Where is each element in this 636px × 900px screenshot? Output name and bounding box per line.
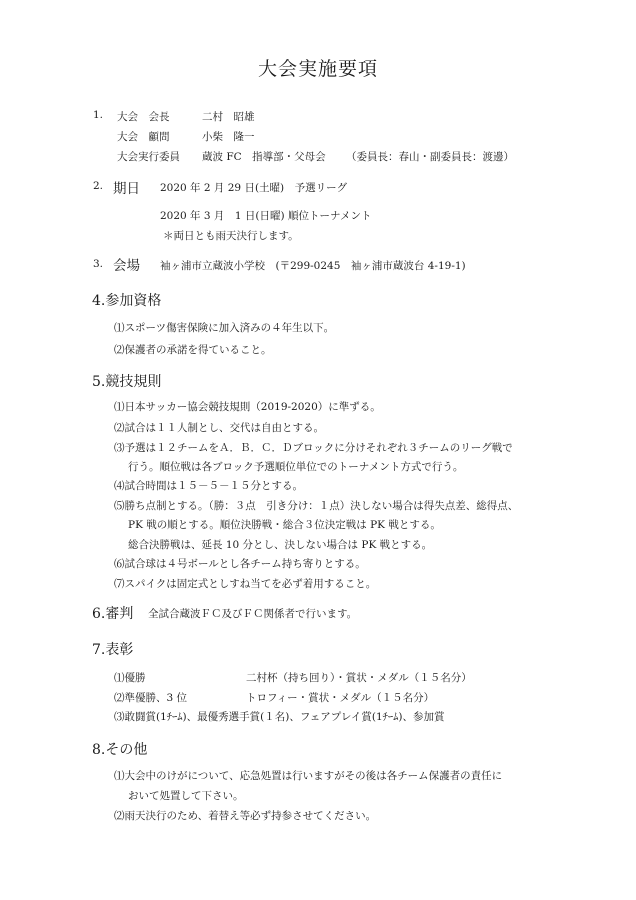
- award-label: ⑵準優勝、3 位: [114, 692, 188, 704]
- rule-line: ⑸勝ち点制とする。（勝：３点 引き分け：１点）決しない場合は得失点差、総得点、: [114, 500, 519, 512]
- rule-line: ⑹試合球は４号ボールとし各チーム持ち寄りとする。: [114, 558, 366, 570]
- rule-line: 総合決勝戦は、延長 10 分とし、決しない場合は PK 戦とする。: [128, 539, 433, 551]
- section-7-heading: 7.表彰: [92, 642, 134, 658]
- other-line: ⑴大会中のけがについて、応急処置は行いますがその後は各チーム保護者の責任に: [114, 770, 503, 782]
- section-2-number: 2.: [93, 180, 104, 192]
- officer-role: 大会 会長: [117, 111, 170, 123]
- rule-line: ⑶予選は１２チームをＡ．Ｂ．Ｃ．Ｄブロックに分けそれぞれ３チームのリーグ戦で: [114, 442, 513, 454]
- document-title: 大会実施要項: [257, 58, 378, 80]
- section-6-heading: 6.審判: [92, 606, 134, 622]
- other-line: おいて処置して下さい。: [128, 790, 244, 802]
- committee-note: （委員長：春山・副委員長：渡邊）: [346, 151, 514, 163]
- section-8-heading: 8.その他: [92, 742, 148, 758]
- rule-line: ⑴日本サッカー協会競技規則（2019-2020）に準ずる。: [114, 401, 381, 413]
- officer-name: 二村 昭雄: [202, 111, 255, 123]
- section-2-heading: 期日: [113, 181, 140, 197]
- date-line: 2020 年 2 月 29 日(土曜) 予選リーグ: [160, 182, 348, 194]
- award-label: ⑴優勝: [114, 672, 146, 684]
- venue-text: 袖ヶ浦市立蔵波小学校 (〒299-0245 袖ヶ浦市蔵波台 4-19-1): [160, 260, 466, 272]
- rule-line: PK 戦の順とする。順位決勝戦・総合３位決定戦は PK 戦とする。: [128, 519, 441, 531]
- officer-role: 大会実行委員: [117, 151, 180, 163]
- rule-line: ⑺スパイクは固定式としすね当てを必ず着用すること。: [114, 578, 377, 590]
- date-line: 2020 年 3 月 1 日(日曜) 順位トーナメント: [160, 210, 372, 222]
- officer-name: 小柴 隆一: [202, 131, 255, 143]
- rule-line: ⑷試合時間は１５－５－１５分とする。: [114, 480, 303, 492]
- referee-text: 全試合蔵波ＦＣ及びＦＣ関係者で行います。: [148, 608, 358, 620]
- officer-role: 大会 顧問: [117, 131, 170, 143]
- award-value: 二村杯（持ち回り）・賞状・メダル（１５名分）: [246, 672, 472, 684]
- section-5-heading: 5.競技規則: [92, 374, 162, 390]
- section-4-heading: 4.参加資格: [92, 293, 162, 309]
- weather-note: ＊両日とも雨天決行します。: [163, 230, 299, 242]
- rule-line: ⑵試合は１１人制とし、交代は自由とする。: [114, 422, 324, 434]
- award-extra: ⑶敢闘賞(1ﾁｰﾑ)、最優秀選手賞(１名)、フェアプレイ賞(1ﾁｰﾑ)、参加賞: [114, 711, 445, 723]
- officer-name: 蔵波 FC 指導部・父母会: [202, 151, 326, 163]
- eligibility-item: ⑵保護者の承諾を得ていること。: [114, 344, 272, 356]
- section-3-heading: 会場: [113, 258, 140, 274]
- other-line: ⑵雨天決行のため、着替え等必ず持参させてください。: [114, 810, 377, 822]
- section-3-number: 3.: [93, 258, 104, 270]
- award-value: トロフィー・賞状・メダル（１５名分）: [246, 692, 435, 704]
- section-1-number: 1.: [93, 109, 104, 121]
- rule-line: 行う。順位戦は各ブロック予選順位単位でのトーナメント方式で行う。: [128, 461, 464, 473]
- eligibility-item: ⑴スポーツ傷害保険に加入済みの４年生以下。: [114, 322, 335, 334]
